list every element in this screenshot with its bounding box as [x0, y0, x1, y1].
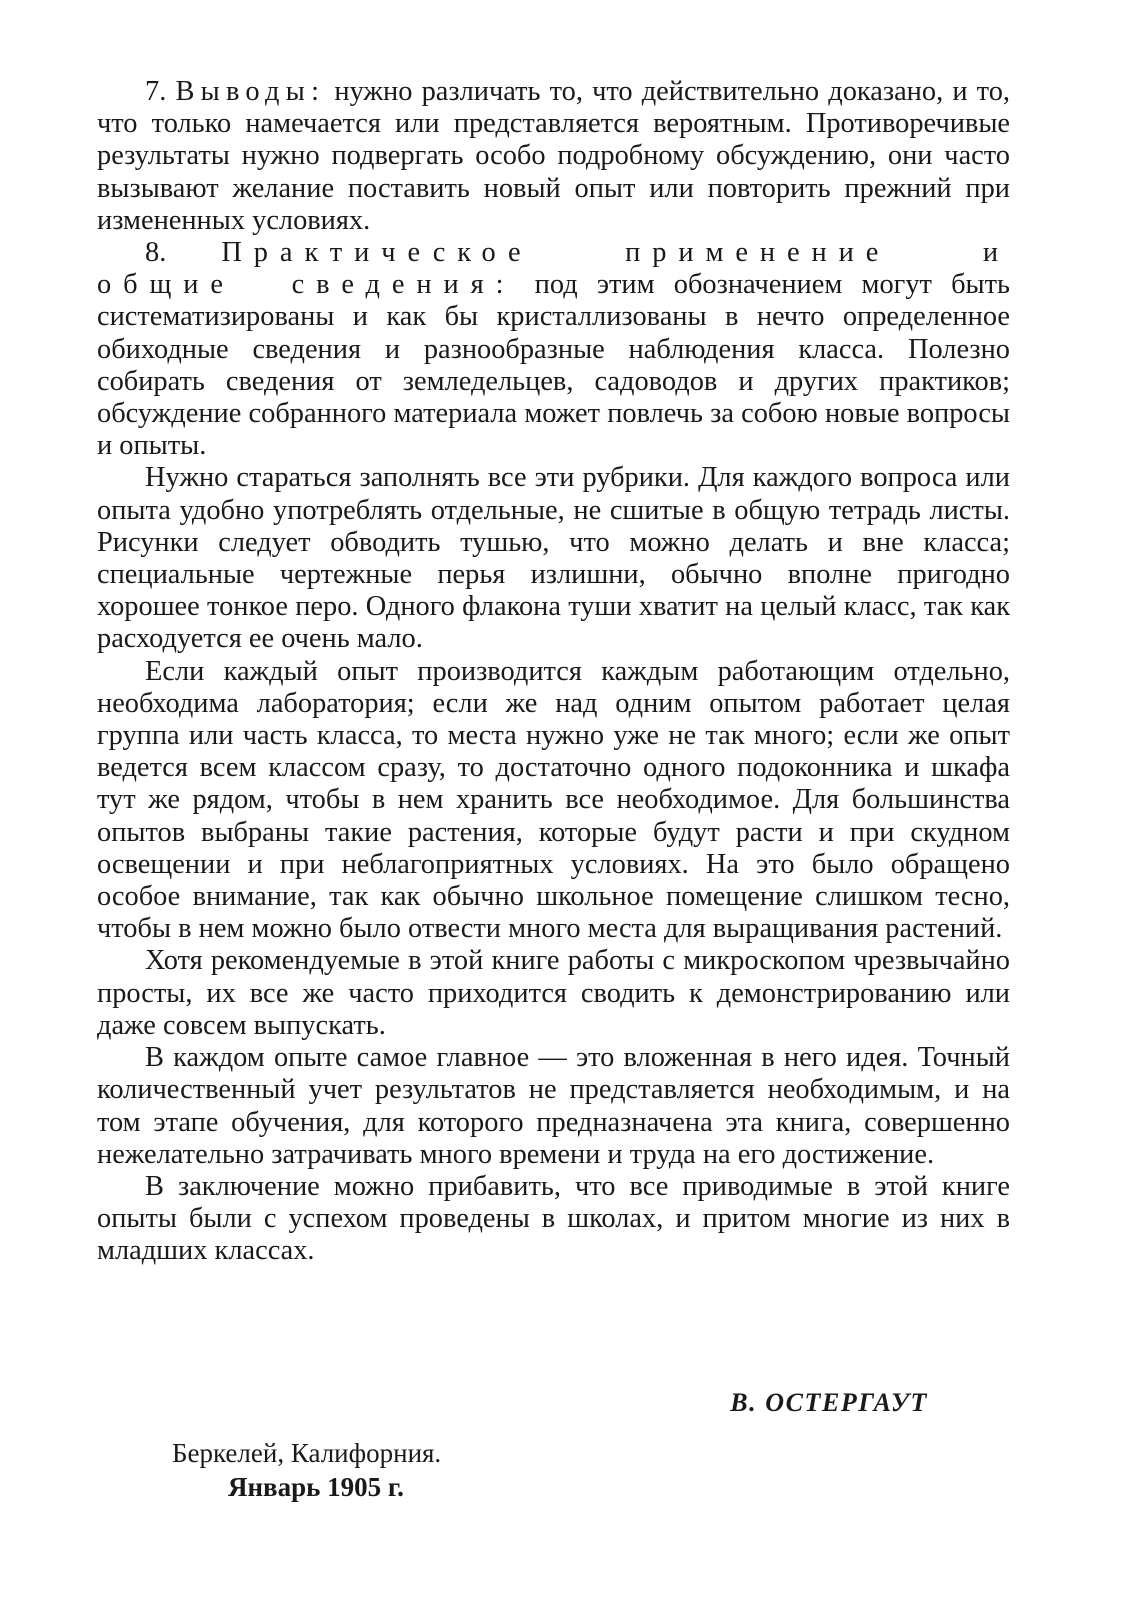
main-text [97, 76, 1010, 1268]
paragraph-rubrics: Нужно стараться заполнять все эти рубрики. Для каждого вопроса или опыта удобно употреблять отдельные, не сшитые в общую тетрадь листы. Рисунки следует обводить тушью, что можно делать и вне класса; специальные чертежные перья излишни, обычно вполне пригодно хорошее тонкое перо. Одного флакона туши хватит на целый класс, так как расходуется ее очень мало. [97, 462, 1010, 655]
date-line: Январь 1905 г. [228, 1472, 404, 1502]
paragraph-conclusion: В заключение можно прибавить, что все приводимые в этой книге опыты были с успехом проведены в школах, и притом многие из них в младших классах. [97, 1170, 1010, 1267]
place-line: Беркелей, Калифорния. [172, 1438, 442, 1468]
author-signature: В. ОСТЕРГАУТ [730, 1388, 928, 1417]
section-text: нужно различать то, что действительно доказано, и то, что только намечается или представляется вероятным. Противоречивые результаты нужно подвергать особо подробному обсуждению, они часто вызывают желание поставить новый опыт или повторить прежний при измененных условиях. [97, 76, 1010, 236]
section-number: 7. [145, 76, 167, 107]
place-and-date [172, 1436, 441, 1504]
section-heading: Практическое применение и общие сведения: [97, 237, 1010, 301]
paragraph-laboratory: Если каждый опыт производится каждым работающим отдельно, необходима лаборатория; если же над одним опытом работает целая группа или часть класса, то места нужно уже не так много; если же опыт ведется всем классом сразу, то достаточно одного подоконника и шкафа тут же рядом, чтобы в нем хранить все необходимое. Для большинства опытов выбраны такие растения, которые будут расти и при скудном освещении и при неблагоприятных условиях. На это было обращено особое внимание, так как обычно школьное помещение слишком тесно, чтобы в нем можно было отвести много места для выращивания растений. [97, 655, 1010, 945]
section-conclusions [97, 76, 1010, 237]
section-number: 8. [145, 237, 167, 269]
section-heading: Выводы: [175, 76, 326, 107]
section-text: под этим обозначением могут быть систематизированы и как бы кристаллизованы в нечто определенное обиходные сведения и разнообразные наблюдения класса. Полезно собирать сведения от земледельцев, садоводов и других практиков; обсуждение собранного материала может повлечь за собою новые вопросы и опыты. [97, 269, 1010, 462]
paragraph-microscope: Хотя рекомендуемые в этой книге работы с микроскопом чрезвычайно просты, их все же часто приходится сводить к демонстрированию или даже совсем выпускать. [97, 945, 1010, 1041]
section-practical-application [97, 237, 1010, 462]
paragraph-main-idea: В каждом опыте самое главное — это вложенная в него идея. Точный количественный учет результатов не представляется необходимым, и на том этапе обучения, для которого предназначена эта книга, совершенно нежелательно затрачивать много времени и труда на его достижение. [97, 1042, 1010, 1170]
